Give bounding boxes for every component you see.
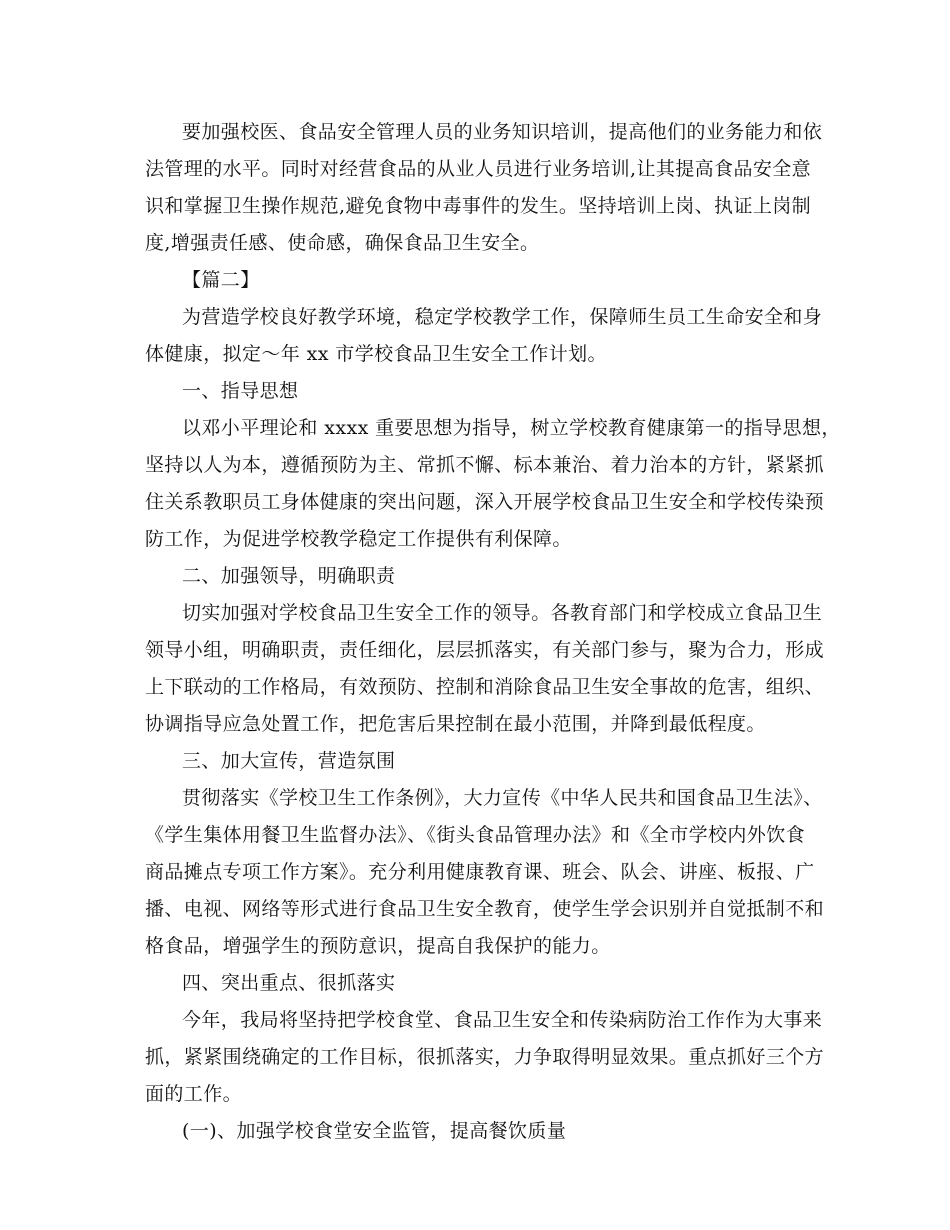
paragraph-line: 为营造学校良好教学环境，稳定学校教学工作，保障师生员工生命安全和身 [182, 306, 823, 328]
paragraph-line: 体健康，拟定～年 xx 市学校食品卫生安全工作计划。 [145, 343, 607, 365]
section-heading: 二、加强领导，明确职责 [182, 565, 396, 587]
paragraph-line: 协调指导应急处置工作，把危害后果控制在最小范围，并降到最低程度。 [145, 713, 766, 735]
section-heading: 四、突出重点、很抓落实 [182, 972, 396, 994]
paragraph-line: 领导小组，明确职责，责任细化，层层抓落实，有关部门参与，聚为合力，形成 [145, 639, 825, 661]
section-heading: 一、指导思想 [182, 380, 299, 402]
paragraph-line: 识和掌握卫生操作规范,避免食物中毒事件的发生。坚持培训上岗、执证上岗制 [145, 195, 812, 217]
paragraph-line: 今年，我局将坚持把学校食堂、食品卫生安全和传染病防治工作作为大事来 [182, 1009, 823, 1031]
section-heading: 三、加大宣传，营造氛围 [182, 750, 396, 772]
paragraph-line: 格食品，增强学生的预防意识，提高自我保护的能力。 [145, 935, 611, 957]
paragraph-line: 法管理的水平。同时对经营食品的从业人员进行业务培训,让其提高食品安全意 [145, 158, 812, 180]
paragraph-line: 《学生集体用餐卫生监督办法》、《街头食品管理办法》和《全市学校内外饮食 [145, 824, 806, 846]
section-heading: 【篇二】 [182, 269, 260, 291]
paragraph-line: 以邓小平理论和 xxxx 重要思想为指导，树立学校教育健康第一的指导思想， [182, 417, 841, 439]
section-heading: (一)、加强学校食堂安全监管，提高餐饮质量 [182, 1120, 567, 1142]
paragraph-line: 播、电视、网络等形式进行食品卫生安全教育，使学生学会识别并自觉抵制不和 [145, 898, 825, 920]
paragraph-line: 商品摊点专项工作方案》。充分利用健康教育课、班会、队会、讲座、板报、广 [145, 861, 815, 883]
paragraph-line: 防工作，为促进学校教学稳定工作提供有利保障。 [145, 528, 572, 550]
paragraph-line: 上下联动的工作格局，有效预防、控制和消除食品卫生安全事故的危害，组织、 [145, 676, 825, 698]
paragraph-line: 住关系教职员工身体健康的突出问题，深入开展学校食品卫生安全和学校传染预 [145, 491, 825, 513]
paragraph-line: 要加强校医、食品安全管理人员的业务知识培训，提高他们的业务能力和依 [182, 121, 823, 143]
paragraph-line: 度,增强责任感、使命感，确保食品卫生安全。 [145, 232, 540, 254]
paragraph-line: 坚持以人为本，遵循预防为主、常抓不懈、标本兼治、着力治本的方针，紧紧抓 [145, 454, 825, 476]
paragraph-line: 抓，紧紧围绕确定的工作目标，很抓落实，力争取得明显效果。重点抓好三个方 [145, 1046, 825, 1068]
paragraph-line: 切实加强对学校食品卫生安全工作的领导。各教育部门和学校成立食品卫生 [182, 602, 823, 624]
paragraph-line: 贯彻落实《学校卫生工作条例》，大力宣传《中华人民共和国食品卫生法》、 [182, 787, 823, 809]
paragraph-line: 面的工作。 [145, 1083, 243, 1105]
